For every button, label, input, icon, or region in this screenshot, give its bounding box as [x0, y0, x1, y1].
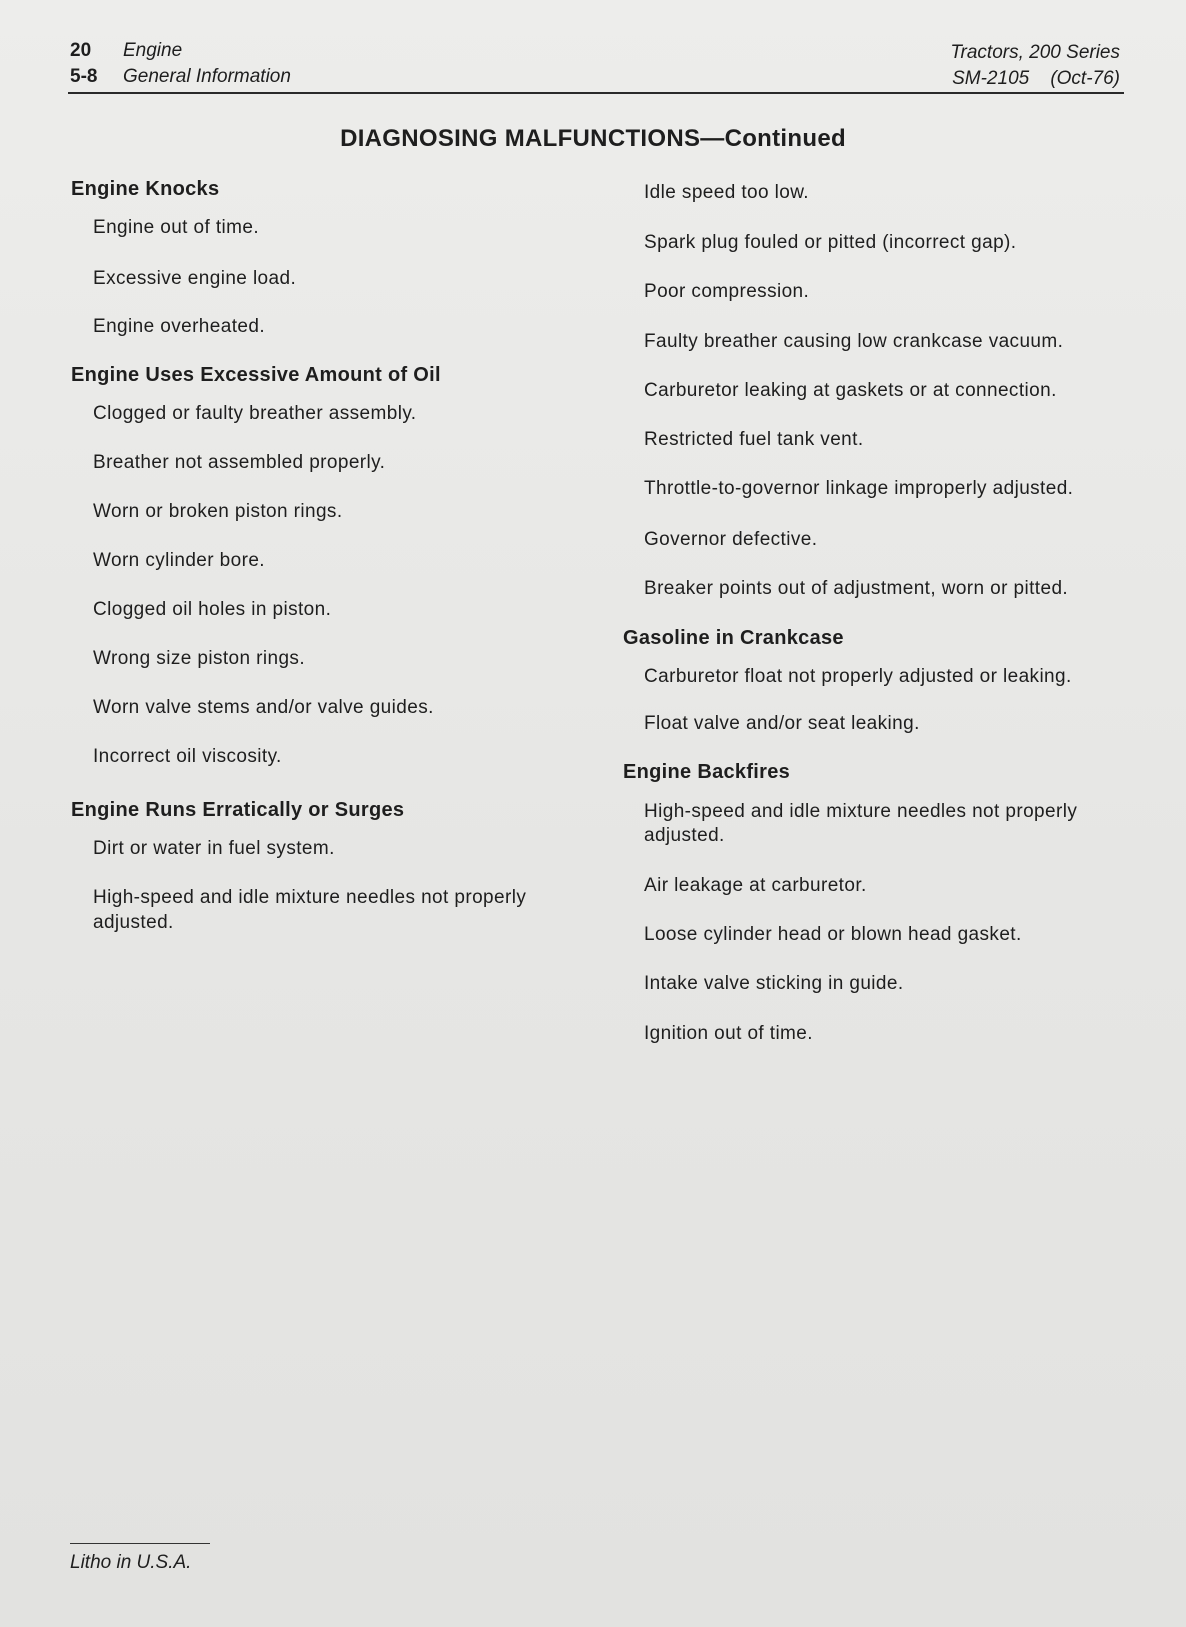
heading-engine-backfires: Engine Backfires [623, 761, 791, 783]
list-item: adjusted. [644, 825, 725, 846]
list-item: Engine out of time. [93, 217, 260, 238]
list-item: Worn cylinder bore. [93, 550, 265, 571]
footer-note: Litho in U.S.A. [70, 1552, 192, 1573]
list-item: Float valve and/or seat leaking. [644, 713, 920, 734]
list-item: Excessive engine load. [93, 268, 297, 289]
manual-title: Tractors, 200 Series [950, 42, 1120, 63]
subsection-title: General Information [123, 66, 291, 87]
section-number: 5-8 [70, 66, 98, 87]
footer-rule [70, 1543, 210, 1544]
list-item: High-speed and idle mixture needles not properly [644, 801, 1078, 822]
list-item: Dirt or water in fuel system. [93, 838, 335, 859]
list-item: Breather not assembled properly. [93, 452, 386, 473]
list-item: Carburetor leaking at gaskets or at connection. [644, 380, 1057, 401]
list-item: Idle speed too low. [644, 182, 809, 203]
list-item: Air leakage at carburetor. [644, 875, 867, 896]
heading-engine-knocks: Engine Knocks [71, 178, 220, 200]
list-item: Spark plug fouled or pitted (incorrect gap). [644, 232, 1017, 253]
list-item: Intake valve sticking in guide. [644, 973, 904, 994]
heading-runs-erratically: Engine Runs Erratically or Surges [71, 799, 405, 821]
list-item: Poor compression. [644, 281, 810, 302]
list-item: Throttle-to-governor linkage improperly adjusted. [644, 478, 1074, 499]
list-item: Faulty breather causing low crankcase vacuum. [644, 331, 1064, 352]
page-number: 20 [70, 40, 92, 61]
list-item: Carburetor float not properly adjusted or leaking. [644, 666, 1072, 687]
list-item: Ignition out of time. [644, 1023, 813, 1044]
list-item: Clogged or faulty breather assembly. [93, 403, 417, 424]
list-item: High-speed and idle mixture needles not properly [93, 887, 527, 908]
section-title: Engine [123, 40, 183, 61]
page-title: DIAGNOSING MALFUNCTIONS—Continued [340, 125, 846, 152]
list-item: Engine overheated. [93, 316, 265, 337]
list-item: Worn valve stems and/or valve guides. [93, 697, 434, 718]
heading-gasoline-crankcase: Gasoline in Crankcase [623, 627, 844, 649]
manual-code: SM-2105 (Oct-76) [952, 68, 1120, 89]
list-item: Clogged oil holes in piston. [93, 599, 332, 620]
list-item: adjusted. [93, 912, 174, 933]
heading-excessive-oil: Engine Uses Excessive Amount of Oil [71, 364, 441, 386]
list-item: Breaker points out of adjustment, worn or pitted. [644, 578, 1069, 599]
list-item: Restricted fuel tank vent. [644, 429, 864, 450]
list-item: Wrong size piston rings. [93, 648, 306, 669]
list-item: Governor defective. [644, 529, 818, 550]
list-item: Worn or broken piston rings. [93, 501, 343, 522]
list-item: Incorrect oil viscosity. [93, 746, 282, 767]
list-item: Loose cylinder head or blown head gasket. [644, 924, 1022, 945]
header-rule [68, 92, 1124, 94]
